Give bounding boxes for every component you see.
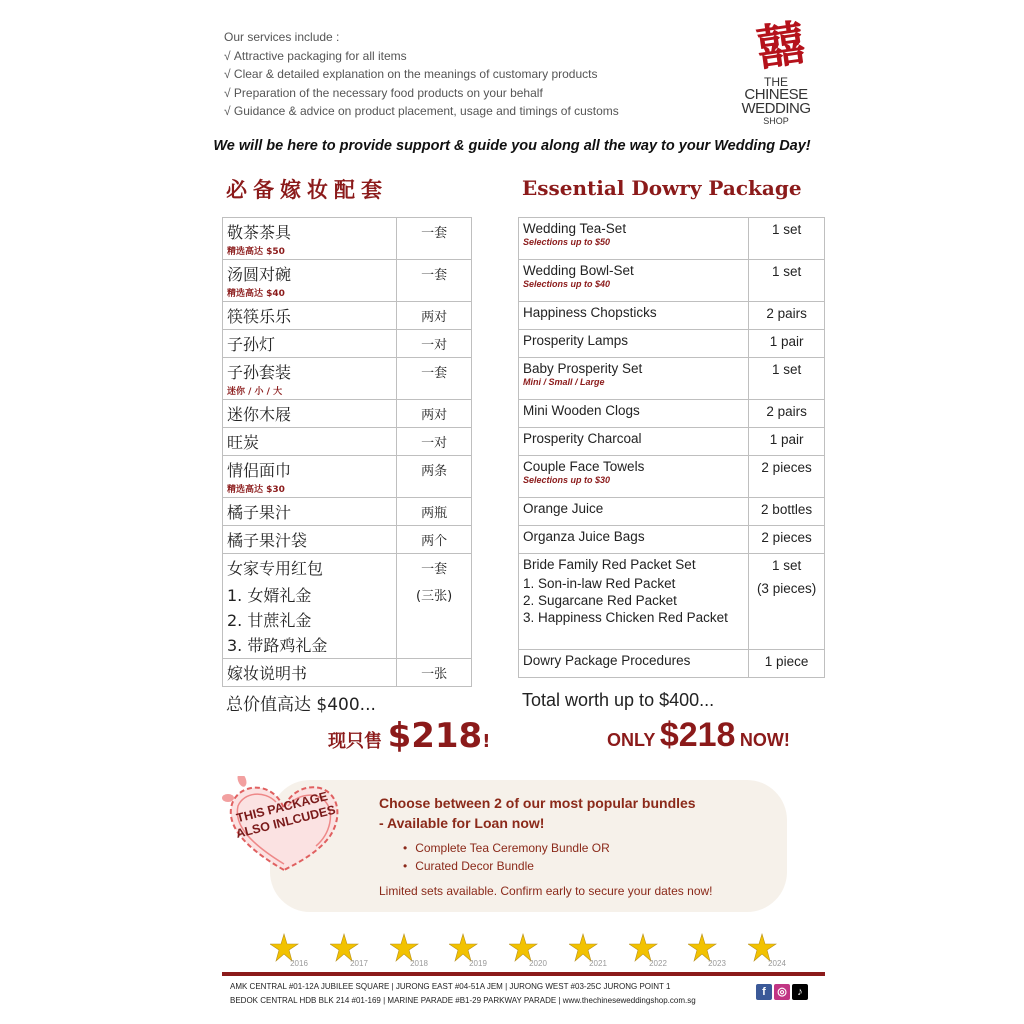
item-qty: 两个 (421, 534, 448, 549)
item-name: Prosperity Charcoal (523, 431, 642, 446)
bundle-item: • Curated Decor Bundle (403, 857, 713, 875)
item-qty: 1 pair (769, 334, 804, 349)
item-note: 精选高达 $50 (227, 247, 285, 257)
item-name-cell (519, 330, 749, 358)
item-name-cell (519, 260, 749, 302)
item-name: Couple Face Towels (523, 459, 645, 474)
award-badge-icon (330, 930, 372, 970)
item-qty: 两对 (421, 310, 448, 325)
chinese-price (328, 716, 490, 756)
logo-line: SHOP (763, 116, 789, 126)
item-name: Wedding Tea-Set (523, 221, 627, 236)
package-row (519, 302, 825, 330)
item-name: Wedding Bowl-Set (523, 263, 634, 278)
item-sublist (523, 576, 744, 625)
footer-locations-website: BEDOK CENTRAL HDB BLK 214 #01-169 | MARINE PARADE #B1-29 PARKWAY PARADE | www.thechineseweddingshop.com.sg (230, 996, 696, 1005)
sublist-item: 1. 女婿礼金 (227, 586, 312, 605)
package-row (223, 498, 472, 526)
item-sublist (227, 583, 392, 656)
item-qty: 2 pieces (761, 460, 812, 475)
item-qty-cell (397, 218, 472, 260)
award-year: 2019 (469, 959, 488, 968)
chinese-package-table (222, 217, 472, 687)
award-year: 2022 (648, 959, 667, 968)
bundle-item: • Complete Tea Ceremony Bundle OR (403, 839, 713, 857)
tagline: We will be here to provide support & guide you along all the way to your Wedding Day! (213, 138, 811, 154)
item-name: Dowry Package Procedures (523, 653, 691, 668)
item-qty-cell (749, 358, 825, 400)
bundle-content (379, 793, 713, 898)
package-row (223, 659, 472, 687)
item-qty: 2 bottles (761, 502, 813, 517)
item-name-cell (223, 428, 397, 456)
package-row (519, 330, 825, 358)
item-name: Organza Juice Bags (523, 529, 645, 544)
item-qty: 两条 (421, 464, 448, 479)
item-qty-cell (749, 456, 825, 498)
item-qty-cell (749, 330, 825, 358)
instagram-icon[interactable]: ◎ (774, 984, 790, 1000)
item-note: Mini / Small / Large (523, 377, 605, 387)
service-item: √ Attractive packaging for all items (224, 47, 619, 66)
item-qty-cell (397, 260, 472, 302)
item-note: Selections up to $50 (523, 237, 611, 247)
item-name-cell (223, 330, 397, 358)
item-qty-cell (397, 498, 472, 526)
item-name: Bride Family Red Packet Set (523, 557, 696, 572)
item-name: Prosperity Lamps (523, 333, 629, 348)
package-row (223, 358, 472, 400)
item-qty: 一套 (421, 268, 448, 283)
item-qty-cell (397, 428, 472, 456)
sublist-item: 1. Son-in-law Red Packet (523, 576, 676, 591)
heart-label: THIS PACKAGE ALSO INLCUDES (234, 789, 337, 841)
item-qty-cell (749, 400, 825, 428)
service-item: √ Guidance & advice on product placement, usage and timings of customs (224, 102, 619, 121)
item-qty: 一对 (421, 338, 448, 353)
item-name: 情侣面巾 (227, 461, 292, 480)
item-qty-cell (397, 659, 472, 687)
item-note: 精选高达 $40 (227, 289, 285, 299)
chinese-title: 必备嫁妆配套 (226, 178, 388, 202)
sublist-item: 3. Happiness Chicken Red Packet (523, 610, 728, 625)
package-row (223, 260, 472, 302)
item-qty: 一套 (421, 366, 448, 381)
award-year: 2024 (768, 959, 786, 968)
item-qty-cell (749, 302, 825, 330)
item-name-cell (519, 498, 749, 526)
item-name-cell (519, 456, 749, 498)
item-qty-cell (749, 428, 825, 456)
package-row (519, 498, 825, 526)
item-qty-note: (三张) (416, 589, 453, 604)
package-row (519, 650, 825, 678)
item-qty-cell (749, 218, 825, 260)
english-price (607, 716, 790, 755)
award-year: 2018 (409, 959, 428, 968)
package-row (223, 456, 472, 498)
item-name: 子孙灯 (227, 335, 276, 354)
item-qty-cell (397, 302, 472, 330)
english-package-table (518, 217, 825, 678)
footer-locations: AMK CENTRAL #01-12A JUBILEE SQUARE | JURONG EAST #04-51A JEM | JURONG WEST #03-25C JURONG POINT 1 (230, 982, 671, 991)
item-name-cell (223, 456, 397, 498)
item-qty-cell (397, 358, 472, 400)
item-name-cell (519, 302, 749, 330)
package-row (519, 526, 825, 554)
item-name-cell (519, 400, 749, 428)
awards-row (270, 930, 790, 970)
sublist-item: 3. 带路鸡礼金 (227, 636, 328, 655)
item-name-cell (223, 554, 397, 659)
item-qty: 1 set (771, 264, 802, 279)
social-links (756, 984, 808, 1000)
item-name: 汤圆对碗 (227, 265, 292, 284)
item-qty: 2 pairs (766, 306, 807, 321)
item-qty: 1 set (771, 558, 802, 573)
english-title: Essential Dowry Package (522, 176, 802, 200)
item-name-cell (223, 659, 397, 687)
price-amount: $218 (659, 716, 736, 754)
logo-line: WEDDING (741, 100, 811, 117)
footer-divider (222, 972, 825, 976)
bundle-list (403, 839, 713, 875)
price-suffix: ! (482, 731, 491, 752)
package-row (223, 554, 472, 659)
item-name: 女家专用红包 (227, 559, 324, 578)
item-qty: 1 pair (769, 432, 804, 447)
item-qty-cell (749, 526, 825, 554)
item-qty: 一套 (421, 226, 448, 241)
chinese-total-value: 总价值高达 $400... (226, 695, 376, 715)
item-name-cell (519, 650, 749, 678)
services-heading: Our services include : (224, 30, 340, 44)
package-row (223, 428, 472, 456)
services-list (224, 28, 619, 121)
facebook-icon[interactable]: f (756, 984, 772, 1000)
award-badge-icon (688, 930, 730, 970)
service-item: √ Preparation of the necessary food products on your behalf (224, 84, 619, 103)
item-qty: 1 set (771, 222, 802, 237)
logo-line: THE (764, 75, 788, 89)
item-qty: 一张 (421, 667, 448, 682)
item-qty-cell (749, 260, 825, 302)
package-row (223, 218, 472, 260)
award-badge-icon (390, 930, 432, 970)
item-qty-cell (397, 456, 472, 498)
award-badge-icon (748, 930, 790, 970)
award-badge-icon (270, 930, 312, 970)
package-row (519, 400, 825, 428)
item-name: 迷你木屐 (227, 405, 292, 424)
item-qty-cell (749, 554, 825, 650)
package-row (519, 456, 825, 498)
logo-line: CHINESE (744, 86, 808, 103)
item-name: 子孙套装 (227, 363, 292, 382)
item-qty: 2 pairs (766, 404, 807, 419)
award-badge-icon (449, 930, 491, 970)
double-happiness-icon: 囍 (753, 16, 799, 78)
item-name-cell (223, 400, 397, 428)
item-note: 精选高达 $30 (227, 485, 285, 495)
item-name: Orange Juice (523, 501, 604, 516)
award-year: 2017 (349, 959, 368, 968)
package-row (223, 302, 472, 330)
item-note: 迷你 / 小 / 大 (227, 387, 283, 397)
item-name-cell (519, 218, 749, 260)
package-row (519, 218, 825, 260)
tiktok-icon[interactable]: ♪ (792, 984, 808, 1000)
item-name: 筷筷乐乐 (227, 307, 292, 326)
package-row (519, 428, 825, 456)
price-suffix: NOW! (739, 730, 790, 750)
bundle-subheading: - Available for Loan now! (379, 815, 545, 831)
item-qty-note: (3 pieces) (756, 581, 817, 596)
item-name-cell (223, 358, 397, 400)
item-note: Selections up to $40 (523, 279, 611, 289)
item-qty: 两对 (421, 408, 448, 423)
package-row (223, 330, 472, 358)
english-total-value: Total worth up to $400... (522, 690, 715, 710)
item-name: Baby Prosperity Set (523, 361, 643, 376)
item-qty: 一对 (421, 436, 448, 451)
item-note: Selections up to $30 (523, 475, 611, 485)
price-prefix: ONLY (607, 730, 656, 750)
package-row (519, 358, 825, 400)
price-amount: $218 (387, 716, 483, 756)
package-row (223, 526, 472, 554)
item-name-cell (223, 302, 397, 330)
item-name-cell (223, 218, 397, 260)
item-qty: 两瓶 (421, 506, 448, 521)
item-name: 橘子果汁袋 (227, 531, 308, 550)
item-name-cell (519, 554, 749, 650)
package-row (223, 400, 472, 428)
award-year: 2021 (588, 959, 607, 968)
item-name-cell (223, 260, 397, 302)
item-qty-cell (397, 400, 472, 428)
item-qty-cell (749, 650, 825, 678)
sublist-item: 2. 甘蔗礼金 (227, 611, 312, 630)
bundle-note: Limited sets available. Confirm early to secure your dates now! (379, 884, 713, 898)
brand-logo (720, 18, 832, 128)
item-name-cell (519, 358, 749, 400)
item-qty-cell (397, 526, 472, 554)
package-row (519, 554, 825, 650)
item-qty: 2 pieces (761, 530, 812, 545)
item-name: Happiness Chopsticks (523, 305, 657, 320)
service-item: √ Clear & detailed explanation on the meanings of customary products (224, 65, 619, 84)
item-name: 嫁妆说明书 (227, 664, 308, 683)
award-year: 2020 (529, 959, 547, 968)
package-row (519, 260, 825, 302)
item-name-cell (223, 526, 397, 554)
item-name-cell (519, 526, 749, 554)
award-year: 2023 (708, 959, 727, 968)
award-badge-icon (509, 930, 551, 970)
item-name: 旺炭 (227, 433, 260, 452)
price-prefix: 现只售 (328, 731, 382, 752)
item-qty: 1 set (771, 362, 802, 377)
item-qty-cell (749, 498, 825, 526)
item-name: 橘子果汁 (227, 503, 292, 522)
award-year: 2016 (290, 959, 308, 968)
logo-wordmark (720, 76, 832, 126)
item-name: Mini Wooden Clogs (523, 403, 640, 418)
item-name: 敬茶茶具 (227, 223, 292, 242)
item-name-cell (223, 498, 397, 526)
item-qty-cell (397, 330, 472, 358)
award-badge-icon (569, 930, 611, 970)
award-badge-icon (629, 930, 671, 970)
item-qty: 一套 (421, 562, 448, 577)
bundle-heading: Choose between 2 of our most popular bundles (379, 795, 696, 811)
item-qty: 1 piece (764, 654, 809, 669)
sublist-item: 2. Sugarcane Red Packet (523, 593, 677, 608)
item-name-cell (519, 428, 749, 456)
item-qty-cell (397, 554, 472, 659)
